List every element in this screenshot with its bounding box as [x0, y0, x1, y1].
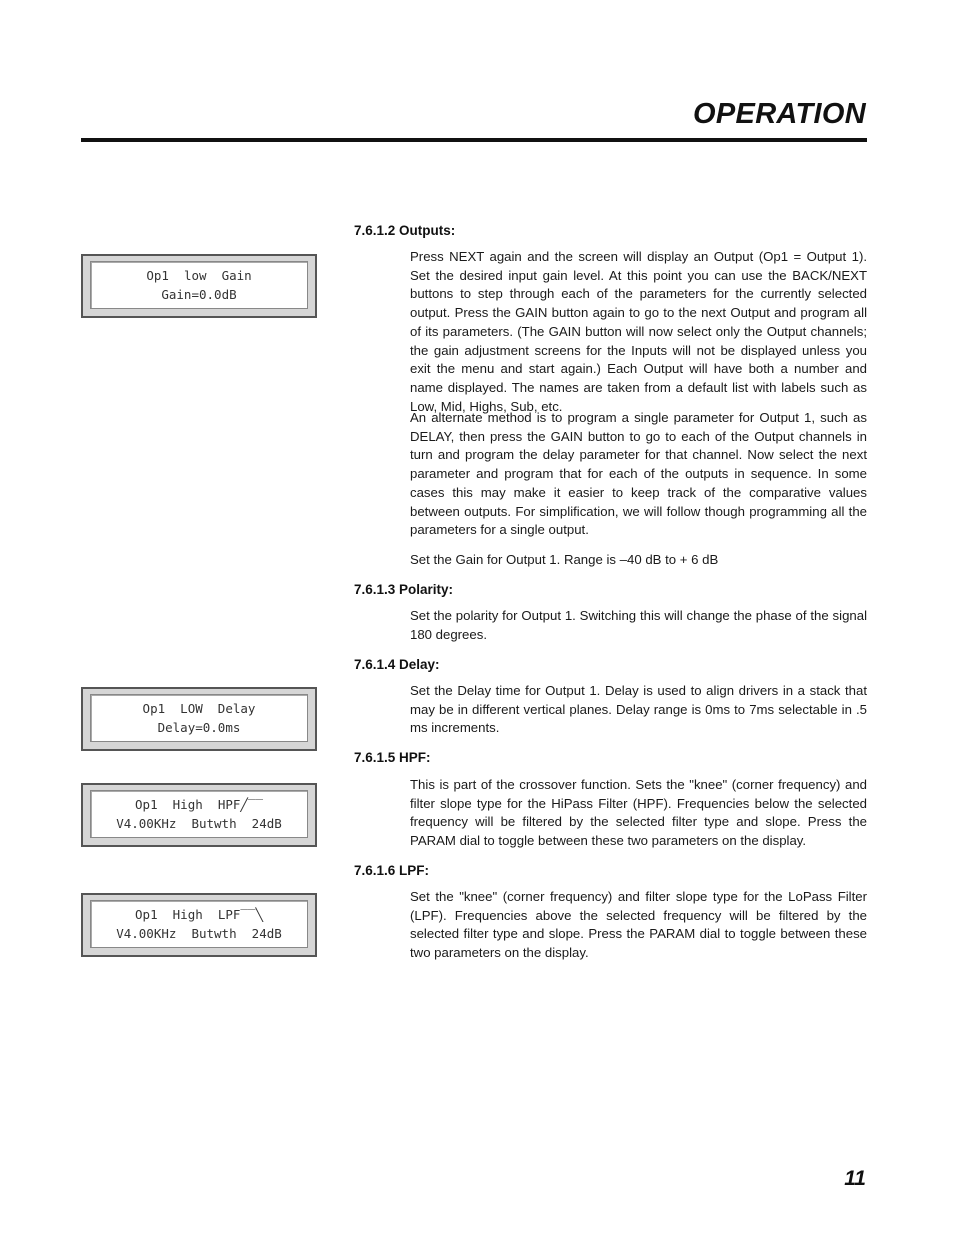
- section-heading-outputs: 7.6.1.2 Outputs:: [354, 223, 456, 238]
- lcd-line-1: Op1 High LPF‾‾╲: [135, 907, 263, 922]
- lcd-display-hpf: [81, 783, 317, 847]
- lcd-display-gain: [81, 254, 317, 318]
- header-rule: [81, 138, 867, 142]
- lcd-line-2: V4.00KHz Butwth 24dB: [116, 926, 282, 941]
- paragraph-outputs-3: Set the Gain for Output 1. Range is –40 dB to + 6 dB: [410, 552, 719, 567]
- paragraph-delay: Set the Delay time for Output 1. Delay is used to align drivers in a stack that may be in different vertical planes. Delay range is 0ms to 7ms selectable in .5 ms increments.: [410, 683, 867, 736]
- section-heading-hpf: 7.6.1.5 HPF:: [354, 750, 431, 765]
- section-heading-delay: 7.6.1.4 Delay:: [354, 657, 440, 672]
- paragraph-lpf: Set the "knee" (corner frequency) and filter slope type for the LoPass Filter (LPF). Frequencies above the selected frequency will be filtered by the selected filter type and slope. Press the PARAM dial to toggle between these two parameters on the display.: [410, 889, 867, 961]
- paragraph-outputs-1: Press NEXT again and the screen will display an Output (Op1 = Output 1). Set the desired input gain level. At this point you can use the BACK/NEXT buttons to step through each of the parameters for the currently selected output. Press the GAIN button again to go to the next Output and program all of its parameters. (The GAIN button will now select only the Output channels; the gain adjustment screens for the Inputs will not be displayed unless you exit the menu and start again.) Each Output will have both a number and name displayed. The names are taken from a default list with labels such as Low, Mid, Highs, Sub, etc.: [410, 249, 867, 414]
- section-heading-lpf: 7.6.1.6 LPF:: [354, 863, 430, 878]
- section-heading-polarity: 7.6.1.3 Polarity:: [354, 582, 454, 597]
- lcd-line-1: Op1 LOW Delay: [142, 701, 256, 716]
- lcd-line-1: Op1 High HPF╱‾‾: [135, 797, 263, 812]
- lcd-line-2: Delay=0.0ms: [157, 720, 241, 735]
- lcd-screen: [90, 900, 308, 948]
- lcd-screen: [90, 790, 308, 838]
- lcd-screen: [90, 261, 308, 309]
- paragraph-outputs-2: An alternate method is to program a single parameter for Output 1, such as DELAY, then press the GAIN button to go to each of the Output channels in turn and program the delay parameter for that channel. Now select the next parameter and program that for each of the outputs in sequence. In some cases this may make it easier to keep track of the comparative values between outputs. For simplification, we will follow though programming all the parameters for a single output.: [410, 410, 867, 538]
- lcd-display-lpf: [81, 893, 317, 957]
- paragraph-polarity: Set the polarity for Output 1. Switching this will change the phase of the signal 180 degrees.: [410, 608, 867, 642]
- lcd-line-2: V4.00KHz Butwth 24dB: [116, 816, 282, 831]
- lcd-line-1: Op1 low Gain: [146, 268, 252, 283]
- page-number: 11: [844, 1167, 866, 1190]
- lcd-screen: [90, 694, 308, 742]
- page-header-title: OPERATION: [693, 98, 866, 130]
- paragraph-hpf: This is part of the crossover function. Sets the "knee" (corner frequency) and filter slope type for the HiPass Filter (HPF). Frequencies below the selected frequency will be filtered by the selected filter type and slope. Press the PARAM dial to toggle between these two parameters on the display.: [410, 777, 867, 849]
- lcd-display-delay: [81, 687, 317, 751]
- lcd-line-2: Gain=0.0dB: [161, 287, 237, 302]
